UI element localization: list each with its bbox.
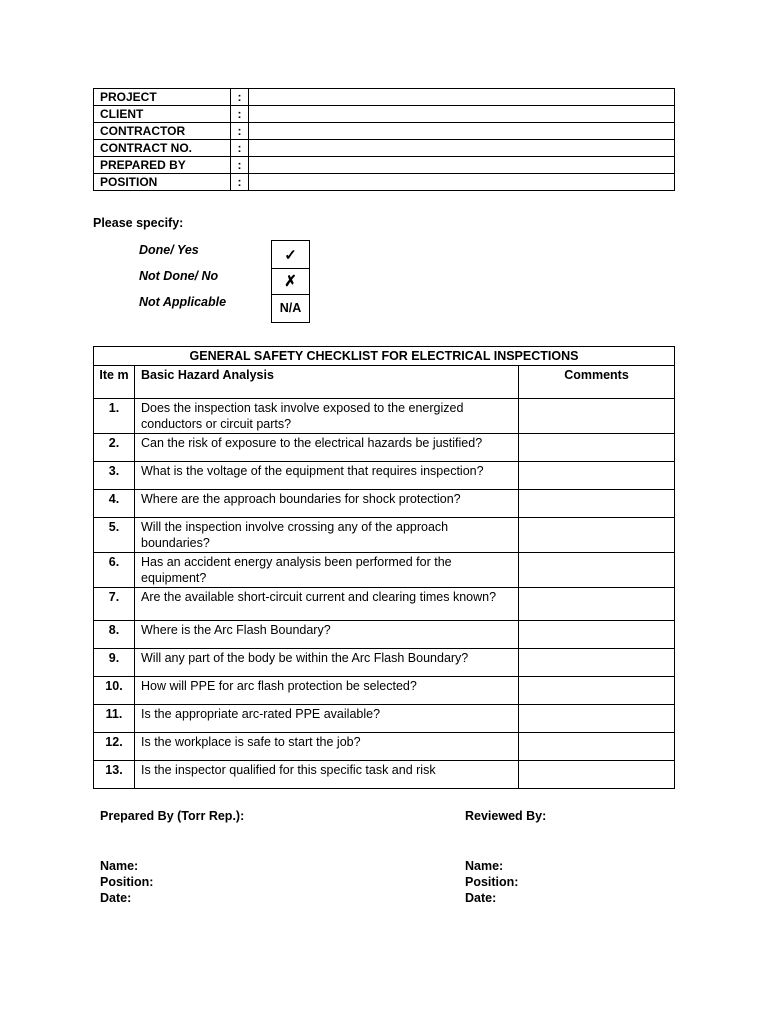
checklist-item-number: 10. xyxy=(94,677,135,705)
checklist-comment-cell[interactable] xyxy=(519,733,675,761)
header-field-value[interactable] xyxy=(249,157,675,174)
checklist-comment-cell[interactable] xyxy=(519,705,675,733)
header-field-label: CONTRACT NO. xyxy=(94,140,231,157)
checklist-row xyxy=(94,553,675,588)
header-field-separator: : xyxy=(231,157,249,174)
header-row xyxy=(94,157,675,174)
reviewed-name-label: Name: xyxy=(465,859,504,873)
header-field-separator: : xyxy=(231,174,249,191)
checklist-item-number: 9. xyxy=(94,649,135,677)
checklist-row xyxy=(94,399,675,434)
legend-na-box: N/A xyxy=(271,294,310,323)
legend-label-not-applicable: Not Applicable xyxy=(139,295,227,309)
analysis-column-header: Basic Hazard Analysis xyxy=(135,366,519,399)
item-column-header: Ite m xyxy=(94,366,135,399)
header-field-label: PROJECT xyxy=(94,89,231,106)
reviewed-position-label: Position: xyxy=(465,875,519,889)
checklist-item-text: How will PPE for arc flash protection be selected? xyxy=(135,677,519,705)
checklist-row xyxy=(94,677,675,705)
safety-checklist-table xyxy=(93,346,675,789)
checklist-comment-cell[interactable] xyxy=(519,761,675,789)
checklist-item-number: 4. xyxy=(94,490,135,518)
checklist-item-number: 8. xyxy=(94,621,135,649)
check-icon: ✓ xyxy=(271,240,310,269)
checklist-item-text: Is the appropriate arc-rated PPE available? xyxy=(135,705,519,733)
checklist-item-text: What is the voltage of the equipment that requires inspection? xyxy=(135,462,519,490)
checklist-row xyxy=(94,649,675,677)
reviewed-date-label: Date: xyxy=(465,891,497,905)
header-row xyxy=(94,174,675,191)
checklist-item-text: Are the available short-circuit current and clearing times known? xyxy=(135,588,519,621)
header-field-value[interactable] xyxy=(249,174,675,191)
header-field-separator: : xyxy=(231,123,249,140)
checklist-row xyxy=(94,733,675,761)
checklist-item-number: 2. xyxy=(94,434,135,462)
header-field-value[interactable] xyxy=(249,89,675,106)
comments-column-header: Comments xyxy=(519,366,675,399)
cross-icon: ✗ xyxy=(271,267,310,295)
checklist-comment-cell[interactable] xyxy=(519,462,675,490)
checklist-comment-cell[interactable] xyxy=(519,677,675,705)
header-field-label: PREPARED BY xyxy=(94,157,231,174)
checklist-item-number: 1. xyxy=(94,399,135,434)
project-info-table xyxy=(93,88,675,191)
prepared-name-label: Name: xyxy=(100,859,139,873)
checklist-item-text: Has an accident energy analysis been performed for the equipment? xyxy=(135,553,519,588)
checklist-item-number: 7. xyxy=(94,588,135,621)
checklist-item-number: 11. xyxy=(94,705,135,733)
checklist-row xyxy=(94,705,675,733)
checklist-item-text: Does the inspection task involve exposed to the energized conductors or circuit parts? xyxy=(135,399,519,434)
checklist-comment-cell[interactable] xyxy=(519,588,675,621)
checklist-row xyxy=(94,462,675,490)
checklist-comment-cell[interactable] xyxy=(519,490,675,518)
header-field-label: CONTRACTOR xyxy=(94,123,231,140)
header-field-separator: : xyxy=(231,140,249,157)
checklist-row xyxy=(94,621,675,649)
checklist-row xyxy=(94,518,675,553)
header-field-value[interactable] xyxy=(249,140,675,157)
checklist-item-number: 13. xyxy=(94,761,135,789)
checklist-comment-cell[interactable] xyxy=(519,553,675,588)
header-field-label: CLIENT xyxy=(94,106,231,123)
header-field-value[interactable] xyxy=(249,123,675,140)
checklist-item-number: 6. xyxy=(94,553,135,588)
reviewed-by-label: Reviewed By: xyxy=(465,809,547,823)
checklist-item-text: Will the inspection involve crossing any of the approach boundaries? xyxy=(135,518,519,553)
header-row xyxy=(94,140,675,157)
header-field-separator: : xyxy=(231,89,249,106)
legend-title: Please specify: xyxy=(93,216,184,230)
header-field-label: POSITION xyxy=(94,174,231,191)
header-field-separator: : xyxy=(231,106,249,123)
legend-label-not-done: Not Done/ No xyxy=(139,269,219,283)
prepared-position-label: Position: xyxy=(100,875,154,889)
checklist-item-text: Is the inspector qualified for this specific task and risk xyxy=(135,761,519,789)
prepared-by-label: Prepared By (Torr Rep.): xyxy=(100,809,245,823)
checklist-item-number: 3. xyxy=(94,462,135,490)
checklist-comment-cell[interactable] xyxy=(519,621,675,649)
checklist-item-number: 5. xyxy=(94,518,135,553)
checklist-row xyxy=(94,588,675,621)
checklist-item-text: Is the workplace is safe to start the job? xyxy=(135,733,519,761)
header-field-value[interactable] xyxy=(249,106,675,123)
checklist-comment-cell[interactable] xyxy=(519,518,675,553)
prepared-date-label: Date: xyxy=(100,891,132,905)
checklist-comment-cell[interactable] xyxy=(519,399,675,434)
checklist-title: GENERAL SAFETY CHECKLIST FOR ELECTRICAL INSPECTIONS xyxy=(94,347,675,366)
checklist-item-text: Where is the Arc Flash Boundary? xyxy=(135,621,519,649)
checklist-comment-cell[interactable] xyxy=(519,649,675,677)
checklist-item-number: 12. xyxy=(94,733,135,761)
checklist-row xyxy=(94,761,675,789)
header-row xyxy=(94,89,675,106)
checklist-item-text: Will any part of the body be within the Arc Flash Boundary? xyxy=(135,649,519,677)
checklist-comment-cell[interactable] xyxy=(519,434,675,462)
checklist-item-text: Where are the approach boundaries for shock protection? xyxy=(135,490,519,518)
checklist-item-text: Can the risk of exposure to the electrical hazards be justified? xyxy=(135,434,519,462)
checklist-row xyxy=(94,434,675,462)
legend-label-done: Done/ Yes xyxy=(139,243,199,257)
header-row xyxy=(94,123,675,140)
header-row xyxy=(94,106,675,123)
checklist-row xyxy=(94,490,675,518)
